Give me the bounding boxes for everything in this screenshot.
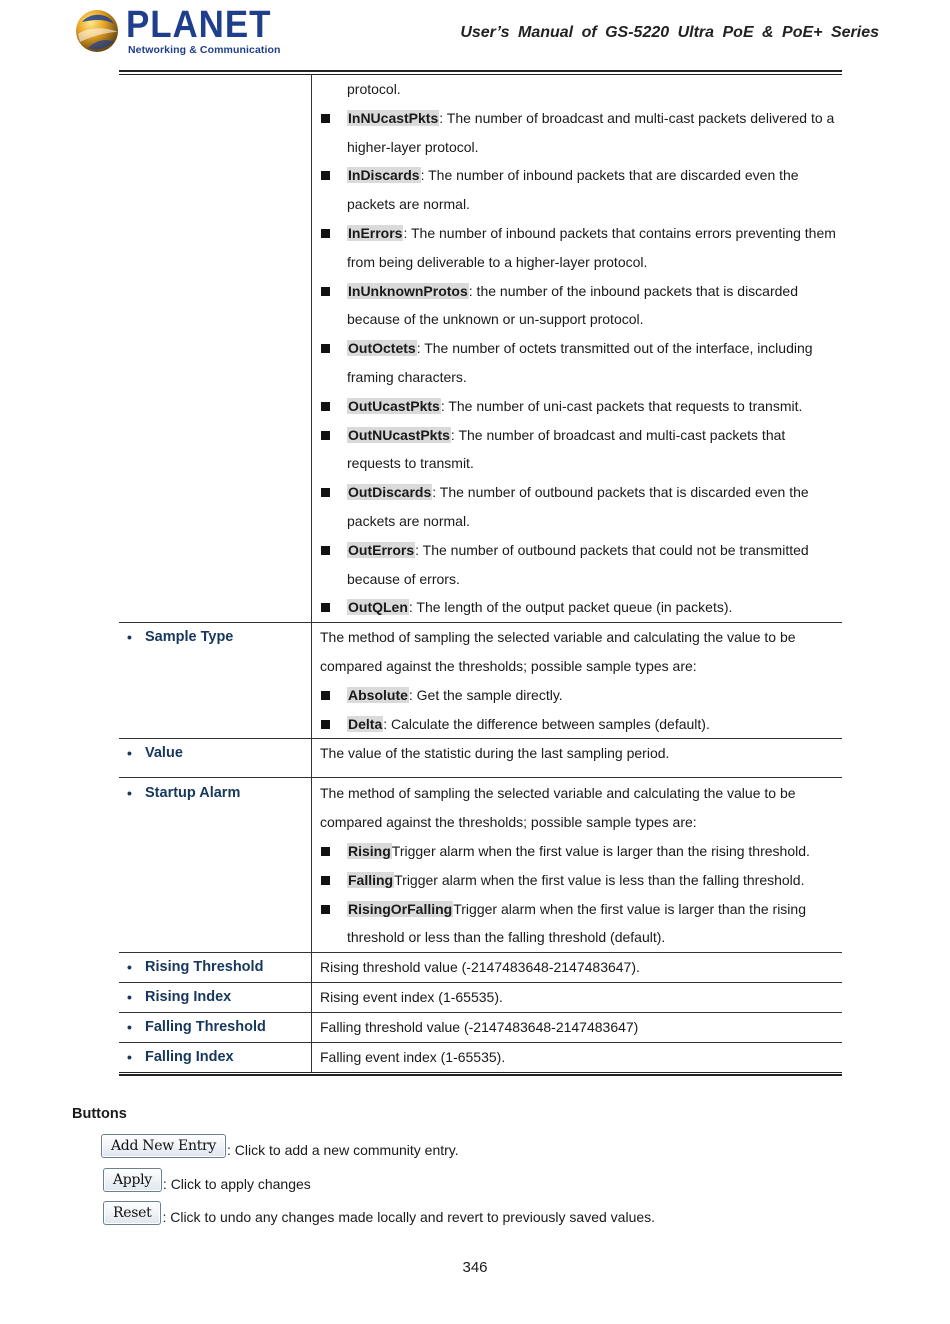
list-item: OutErrors: The number of outbound packets that could not be transmitted because of errors.	[320, 536, 842, 594]
square-bullet-icon	[321, 691, 330, 700]
list-item: InErrors: The number of inbound packets that contains errors preventing them from being deliverable to a higher-layer protocol.	[320, 219, 842, 277]
square-bullet-icon	[321, 171, 330, 180]
table-row-rising-index	[119, 983, 842, 1013]
counter-list-cell	[312, 74, 843, 623]
globe-logo-icon	[74, 8, 120, 54]
page-header	[0, 0, 950, 70]
param-label: Rising Threshold	[145, 959, 264, 976]
param-description: Rising threshold value (-2147483648-2147483647).	[320, 959, 640, 976]
param-description: The method of sampling the selected variable and calculating the value to be compared against the thresholds; possible sample types are:	[320, 785, 796, 831]
square-bullet-icon	[321, 488, 330, 497]
list-item: InNUcastPkts: The number of broadcast and multi-cast packets delivered to a higher-layer protocol.	[320, 104, 842, 162]
term: Rising	[348, 842, 391, 859]
list-item: OutNUcastPkts: The number of broadcast and multi-cast packets that requests to transmit.	[320, 421, 842, 479]
logo-tagline: Networking & Communication	[128, 44, 281, 56]
list-item: FallingTrigger alarm when the first value is less than the falling threshold.	[320, 866, 842, 895]
list-item: OutUcastPkts: The number of uni-cast packets that requests to transmit.	[320, 392, 842, 421]
bullet-dot-icon: •	[127, 785, 132, 802]
list-item: Delta: Calculate the difference between samples (default).	[320, 710, 842, 739]
add-new-entry-button[interactable]: Add New Entry	[101, 1134, 226, 1158]
list-item: InDiscards: The number of inbound packets that are discarded even the packets are normal.	[320, 161, 842, 219]
bullet-dot-icon: •	[127, 629, 132, 646]
param-description: The method of sampling the selected variable and calculating the value to be compared against the thresholds; possible sample types are:	[320, 629, 796, 674]
term: OutDiscards	[348, 484, 432, 501]
reset-button[interactable]: Reset	[103, 1201, 161, 1225]
parameter-table	[119, 74, 842, 1072]
square-bullet-icon	[321, 287, 330, 296]
table-row-sample-type	[119, 623, 842, 739]
table-row-falling-index	[119, 1043, 842, 1073]
list-item: protocol.	[347, 81, 401, 97]
term: Falling	[348, 871, 394, 888]
square-bullet-icon	[321, 905, 330, 914]
button-description: : Click to undo any changes made locally and revert to previously saved values.	[162, 1209, 656, 1225]
list-item: OutDiscards: The number of outbound packets that is discarded even the packets are normal.	[320, 478, 842, 536]
list-item: RisingOrFallingTrigger alarm when the first value is larger than the rising threshold or less than the falling threshold (default).	[320, 895, 842, 953]
term: InDiscards	[348, 167, 420, 184]
param-label: Rising Index	[145, 989, 232, 1006]
table-bottom-divider	[119, 1072, 842, 1073]
table-row-rising-threshold	[119, 953, 842, 983]
square-bullet-icon	[321, 720, 330, 729]
bullet-dot-icon: •	[127, 989, 132, 1006]
term: InUnknownProtos	[348, 282, 468, 299]
param-label: Falling Threshold	[145, 1019, 266, 1036]
square-bullet-icon	[321, 876, 330, 885]
logo-wordmark: PLANET	[126, 4, 272, 46]
term: OutNUcastPkts	[348, 426, 450, 443]
term: OutQLen	[348, 599, 408, 616]
square-bullet-icon	[321, 229, 330, 238]
term: OutErrors	[348, 541, 415, 558]
term: InNUcastPkts	[348, 109, 439, 126]
param-label: Falling Index	[145, 1049, 234, 1066]
apply-button[interactable]: Apply	[103, 1168, 162, 1192]
square-bullet-icon	[321, 114, 330, 123]
button-description-row	[101, 1134, 459, 1158]
page-number: 346	[462, 1259, 488, 1276]
param-description: Falling threshold value (-2147483648-2147483647)	[320, 1019, 639, 1036]
bullet-dot-icon: •	[127, 1049, 132, 1066]
param-description: The value of the statistic during the last sampling period.	[320, 745, 670, 762]
bullet-dot-icon: •	[127, 745, 132, 762]
planet-logo	[72, 4, 281, 58]
param-label: Startup Alarm	[145, 785, 241, 802]
bullet-dot-icon: •	[127, 1019, 132, 1036]
button-description-row	[103, 1168, 311, 1192]
top-divider	[119, 70, 842, 72]
term: OutOctets	[348, 340, 416, 357]
param-description: Falling event index (1-65535).	[320, 1049, 506, 1066]
list-item: InUnknownProtos: the number of the inbound packets that is discarded because of the unknown or un-support protocol.	[320, 277, 842, 335]
square-bullet-icon	[321, 402, 330, 411]
table-row-value	[119, 739, 842, 778]
list-item: OutQLen: The length of the output packet queue (in packets).	[320, 593, 842, 622]
bullet-dot-icon: •	[127, 959, 132, 976]
list-item: RisingTrigger alarm when the first value is larger than the rising threshold.	[320, 837, 842, 866]
param-description: Rising event index (1-65535).	[320, 989, 503, 1006]
term: OutUcastPkts	[348, 397, 440, 414]
term: RisingOrFalling	[348, 900, 453, 917]
table-bottom-divider-thick	[119, 1074, 842, 1076]
table-row	[119, 74, 842, 623]
buttons-heading: Buttons	[72, 1106, 127, 1122]
square-bullet-icon	[321, 431, 330, 440]
square-bullet-icon	[321, 344, 330, 353]
button-description: : Click to apply changes	[162, 1176, 311, 1192]
square-bullet-icon	[321, 847, 330, 856]
table-row-falling-threshold	[119, 1013, 842, 1043]
list-item: Absolute: Get the sample directly.	[320, 681, 842, 710]
button-description: : Click to add a new community entry.	[227, 1142, 459, 1158]
manual-title: User’s Manual of GS-5220 Ultra PoE & PoE+ Series	[460, 24, 879, 41]
square-bullet-icon	[321, 546, 330, 555]
square-bullet-icon	[321, 603, 330, 612]
term: Absolute	[348, 686, 408, 703]
param-label: Sample Type	[145, 629, 234, 646]
button-description-row	[103, 1201, 655, 1225]
param-label: Value	[145, 745, 183, 762]
term: InErrors	[348, 224, 403, 241]
list-item: OutOctets: The number of octets transmitted out of the interface, including framing characters.	[320, 334, 842, 392]
term: Delta	[348, 715, 383, 732]
table-row-startup-alarm	[119, 778, 842, 953]
